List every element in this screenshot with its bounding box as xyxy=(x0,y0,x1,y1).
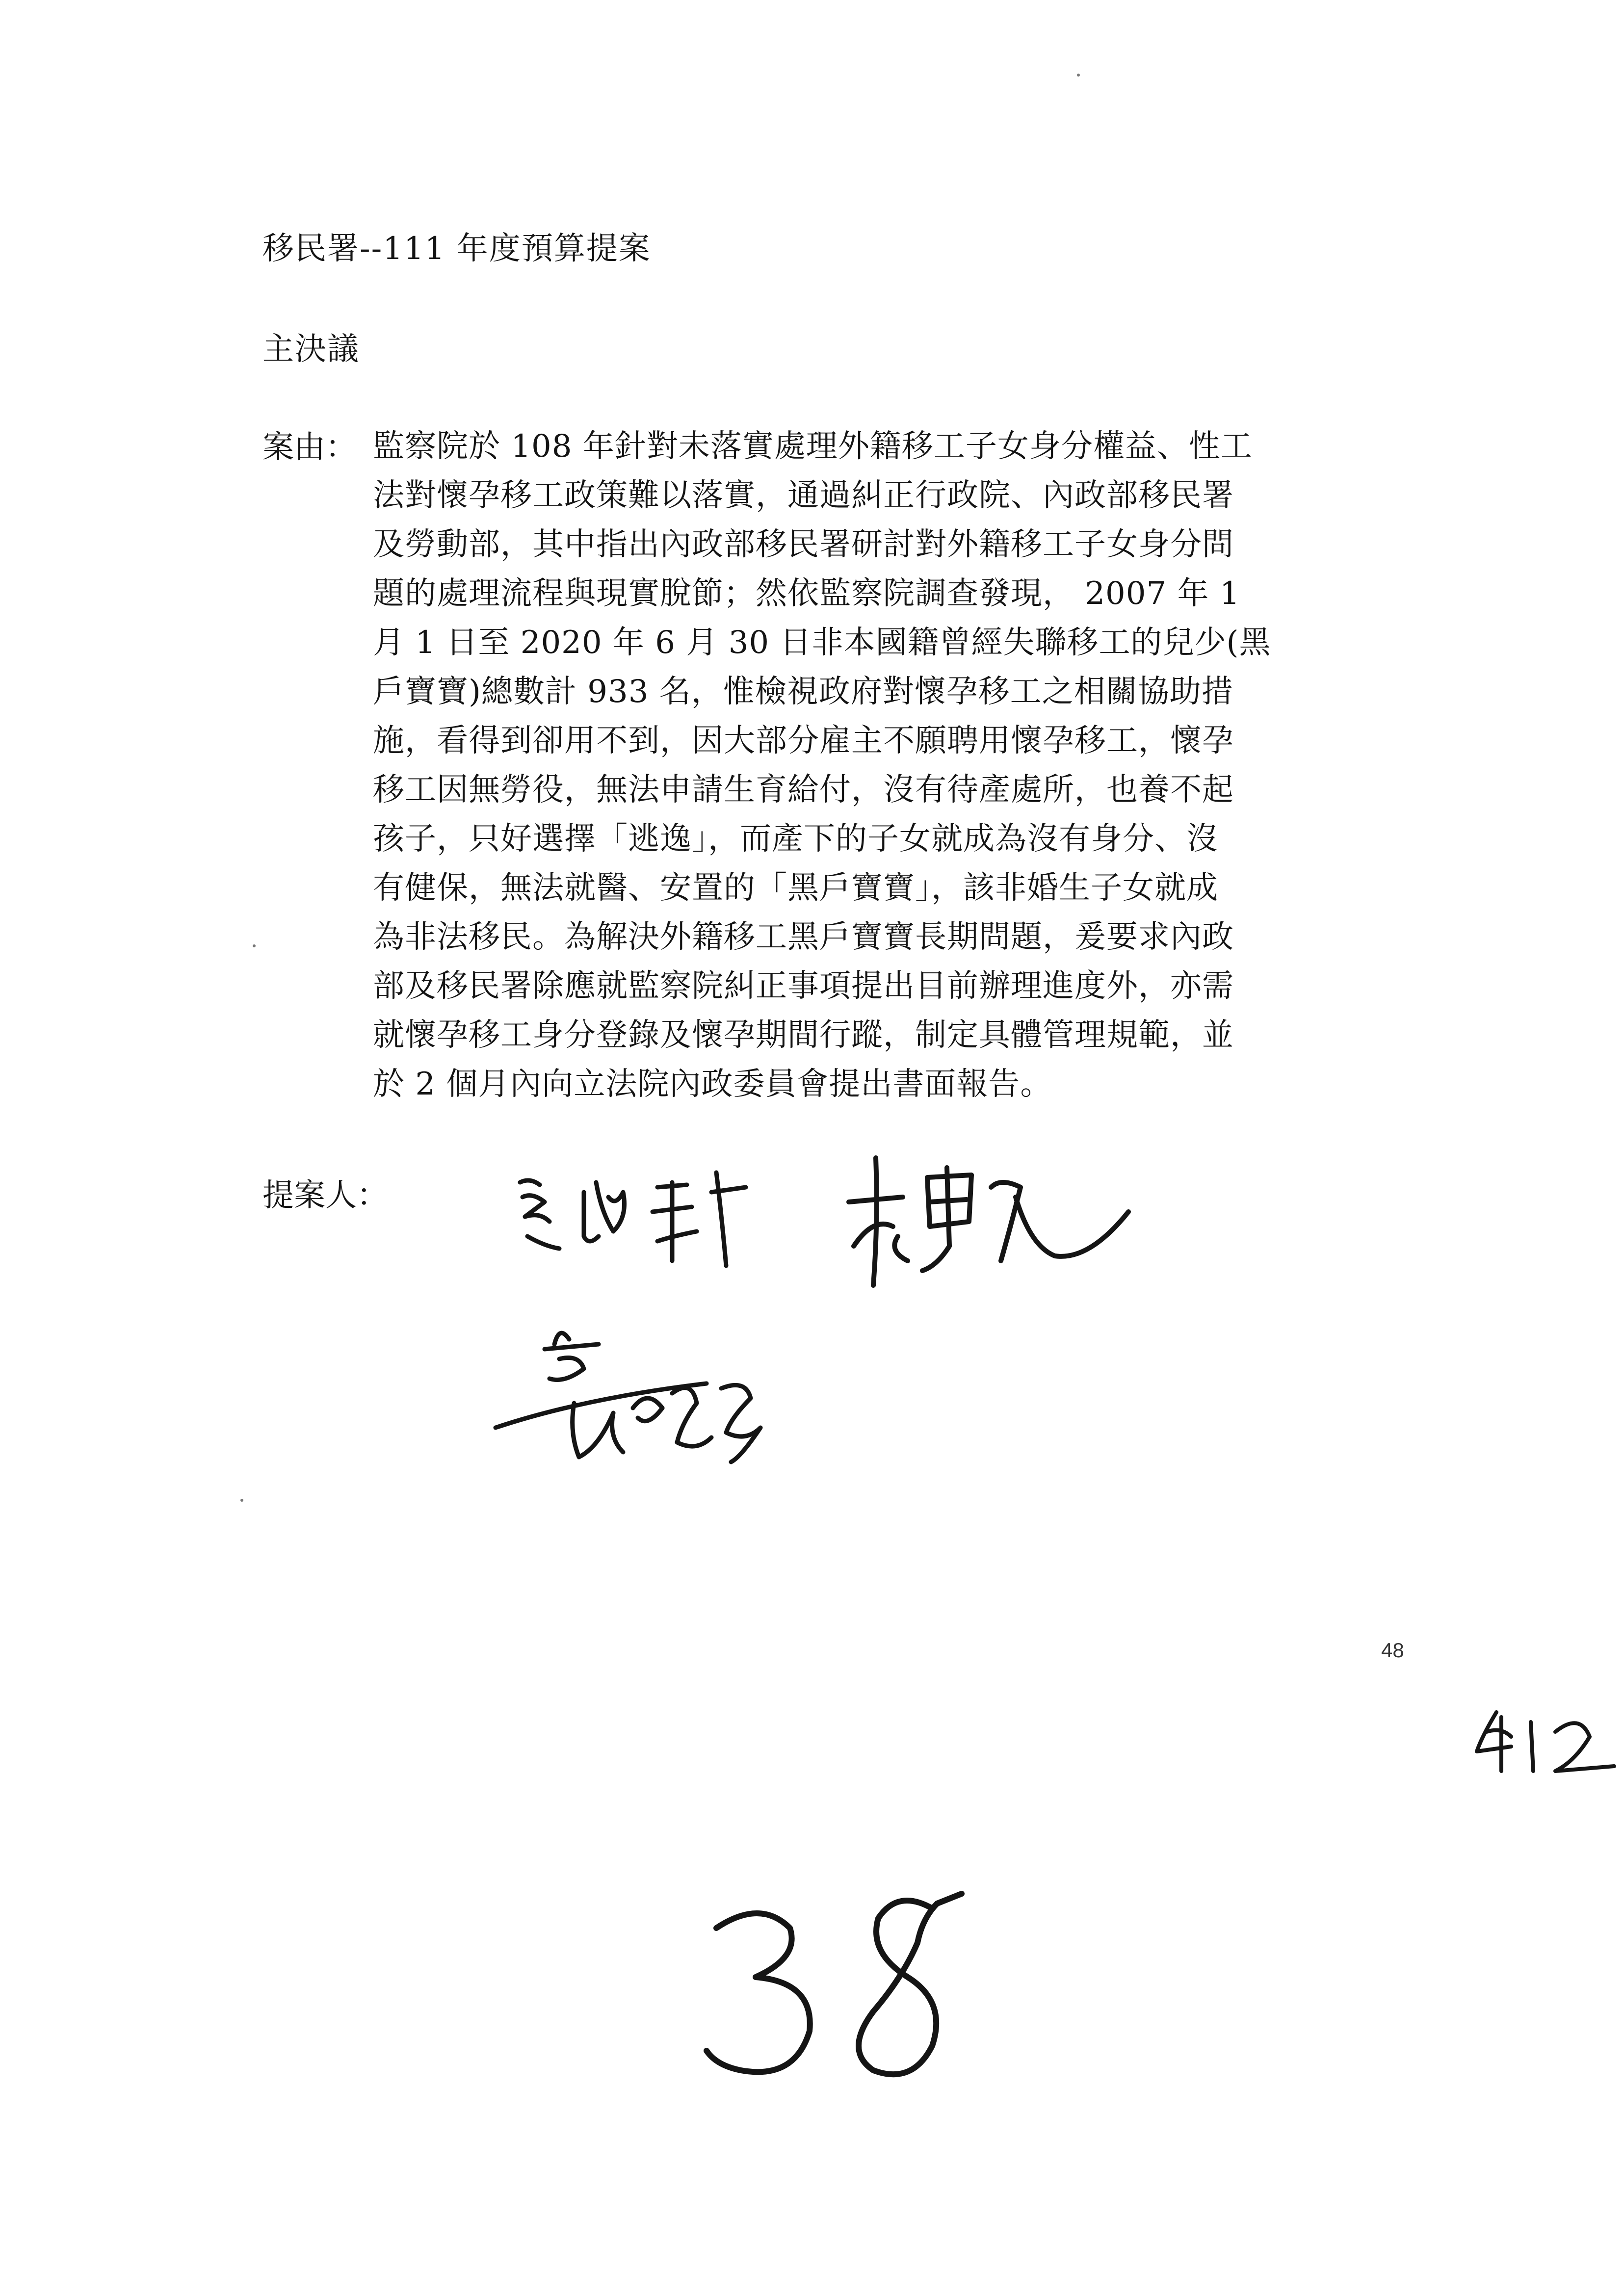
page-title: 移民署--111 年度預算提案 xyxy=(262,231,651,267)
reason-line: 移工因無勞役，無法申請生育給付，沒有待產處所，也養不起 xyxy=(373,772,1234,808)
reason-line: 月 1 日至 2020 年 6 月 30 日非本國籍曾經失聯移工的兒少(黑 xyxy=(373,625,1271,661)
reason-line: 施，看得到卻用不到，因大部分雇主不願聘用懷孕移工，懷孕 xyxy=(373,723,1234,759)
handwritten-sheet-number xyxy=(1467,1697,1624,1781)
scan-speck xyxy=(240,1499,243,1502)
scan-speck xyxy=(253,944,256,947)
reason-line: 法對懷孕移工政策難以落實，通過糾正行政院、內政部移民署 xyxy=(373,477,1234,514)
reason-line: 戶寶寶)總數計 933 名，惟檢視政府對懷孕移工之相關協助措 xyxy=(373,674,1233,710)
reason-body xyxy=(373,422,1403,1109)
reason-line: 孩子，只好選擇「逃逸」，而產下的子女就成為沒有身分、沒 xyxy=(373,821,1218,857)
reason-line: 有健保，無法就醫、安置的「黑戶寶寶」，該非婚生子女就成 xyxy=(373,870,1218,906)
reason-line: 題的處理流程與現實脫節；然依監察院調查發現， 2007 年 1 xyxy=(373,575,1240,612)
signature-3 xyxy=(486,1315,800,1477)
signature-2 xyxy=(834,1148,1138,1305)
scan-speck xyxy=(1077,74,1080,77)
reason-line: 監察院於 108 年針對未落實處理外籍移工子女身分權益、性工 xyxy=(373,428,1253,465)
reason-line: 為非法移民。為解決外籍移工黑戶寶寶長期問題，爰要求內政 xyxy=(373,919,1234,955)
proposer-label: 提案人： xyxy=(262,1177,388,1214)
handwritten-number-38 xyxy=(687,1884,991,2095)
page-number: 48 xyxy=(1381,1639,1404,1662)
reason-line: 就懷孕移工身分登錄及懷孕期間行蹤，制定具體管理規範，並 xyxy=(373,1017,1234,1053)
reason-line: 部及移民署除應就監察院糾正事項提出目前辦理進度外，亦需 xyxy=(373,968,1234,1004)
section-title: 主決議 xyxy=(262,331,360,367)
reason-line: 及勞動部，其中指出內政部移民署研討對外籍移工子女身分問 xyxy=(373,526,1234,563)
reason-label: 案由： xyxy=(262,429,357,466)
reason-line: 於 2 個月內向立法院內政委員會提出書面報告。 xyxy=(373,1066,1052,1102)
signature-1 xyxy=(510,1163,765,1280)
